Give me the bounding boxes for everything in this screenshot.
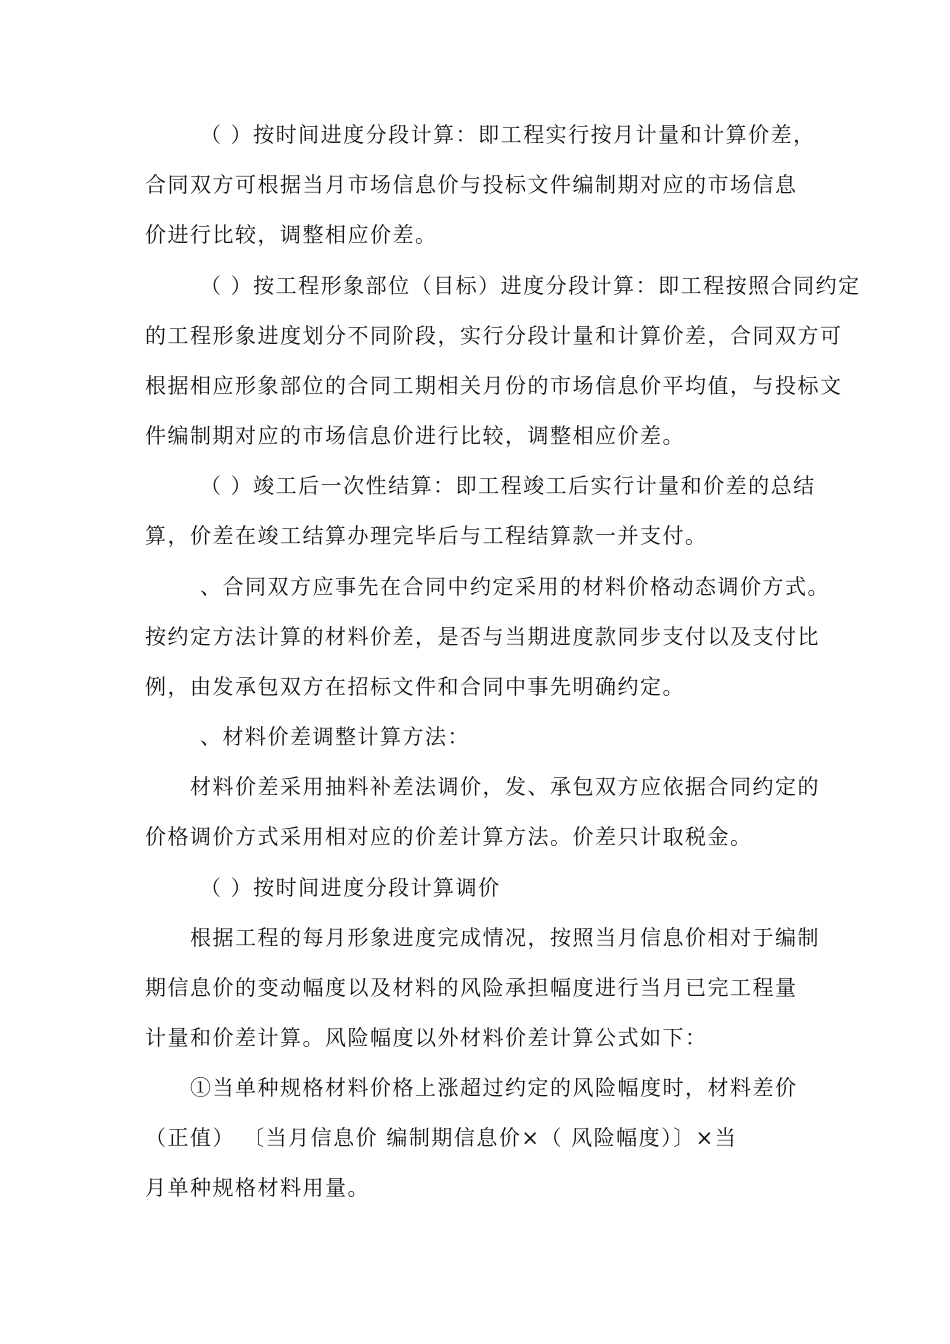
paragraph-line: 根据工程的每月形象进度完成情况，按照当月信息价相对于编制 <box>190 926 820 950</box>
paragraph-line: （ ）竣工后一次性结算：即工程竣工后实行计量和价差的总结 <box>200 474 816 498</box>
paragraph-line: 、合同双方应事先在合同中约定采用的材料价格动态调价方式。 <box>200 575 830 599</box>
subsection-heading: （ ）按时间进度分段计算调价 <box>200 876 501 900</box>
paragraph-line: 根据相应形象部位的合同工期相关月份的市场信息价平均值，与投标文 <box>145 374 843 398</box>
paragraph-line: 期信息价的变动幅度以及材料的风险承担幅度进行当月已完工程量 <box>145 976 798 1000</box>
paragraph-line: （ ）按工程形象部位（目标）进度分段计算：即工程按照合同约定 <box>200 274 861 298</box>
paragraph-line: 月单种规格材料用量。 <box>145 1176 370 1200</box>
paragraph-line: 价格调价方式采用相对应的价差计算方法。价差只计取税金。 <box>145 825 753 849</box>
paragraph-line: 计量和价差计算。风险幅度以外材料价差计算公式如下： <box>145 1026 708 1050</box>
paragraph-line: 按约定方法计算的材料价差，是否与当期进度款同步支付以及支付比 <box>145 625 820 649</box>
paragraph-line: ①当单种规格材料价格上涨超过约定的风险幅度时，材料差价 <box>190 1076 798 1100</box>
paragraph-line: 件编制期对应的市场信息价进行比较，调整相应价差。 <box>145 424 685 448</box>
paragraph-line: 例，由发承包双方在招标文件和合同中事先明确约定。 <box>145 675 685 699</box>
formula-line: （正值） 〔当月信息价 编制期信息价×（ 风险幅度）〕×当 <box>145 1126 738 1150</box>
paragraph-line: 价进行比较，调整相应价差。 <box>145 223 438 247</box>
paragraph-line: 材料价差采用抽料补差法调价，发、承包双方应依据合同约定的 <box>190 775 820 799</box>
section-heading: 、材料价差调整计算方法： <box>200 725 470 749</box>
paragraph-line: 合同双方可根据当月市场信息价与投标文件编制期对应的市场信息 <box>145 173 798 197</box>
paragraph-line: （ ）按时间进度分段计算：即工程实行按月计量和计算价差， <box>200 123 816 147</box>
paragraph-line: 算，价差在竣工结算办理完毕后与工程结算款一并支付。 <box>145 524 708 548</box>
paragraph-line: 的工程形象进度划分不同阶段，实行分段计量和计算价差，合同双方可 <box>145 324 843 348</box>
